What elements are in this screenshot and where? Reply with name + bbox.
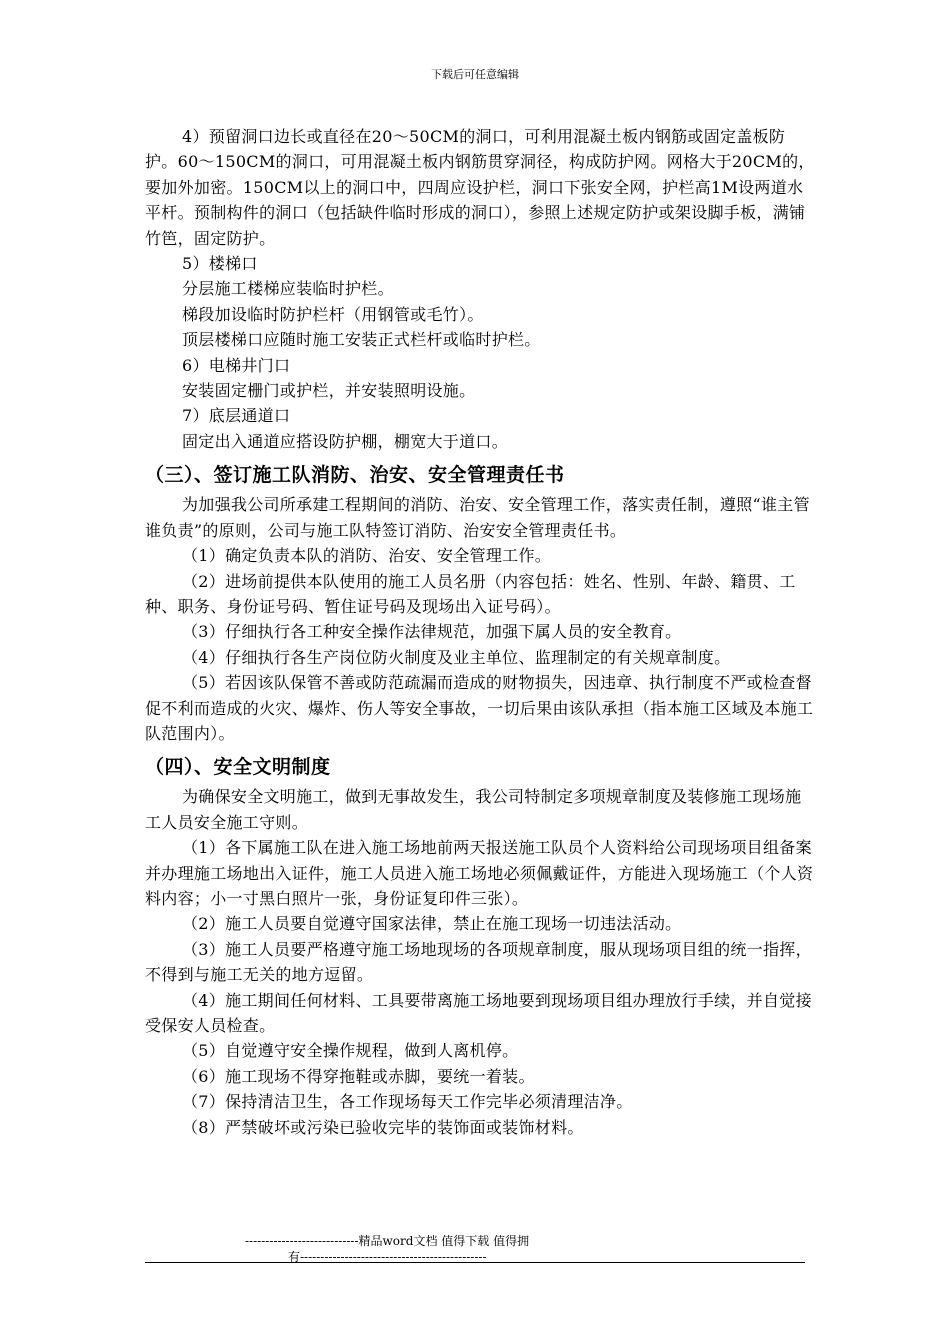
footer-divider (145, 1262, 805, 1263)
paragraph-passage: 固定出入通道应搭设防护棚，棚宽大于道口。 (182, 431, 509, 451)
list-item: （2）施工人员要自觉遵守国家法律，禁止在施工现场一切违法活动。 (182, 914, 682, 934)
paragraph-civilization-intro: 为确保安全文明施工，做到无事故发生，我公司特制定多项规章制度及装修施工现场施工人员安全施工守则。 (145, 787, 802, 832)
list-item: （3）仔细执行各工种安全操作法律规范，加强下属人员的安全教育。 (182, 622, 682, 642)
section-heading-3: （三）、签订施工队消防、治安、安全管理责任书 (145, 464, 565, 487)
section-heading-4: （四）、安全文明制度 (145, 756, 331, 779)
item-elevator-shaft: 6）电梯井门口 (182, 355, 291, 375)
list-item: （4）施工期间任何材料、工具要带离施工场地要到现场项目组办理放行手续，并自觉接受保安人员检查。 (145, 990, 812, 1035)
paragraph-elevator: 安装固定栅门或护栏，并安装照明设施。 (182, 381, 476, 401)
list-item: （5）自觉遵守安全操作规程，做到人离机停。 (182, 1041, 519, 1061)
list-item: （8）严禁破坏或污染已验收完毕的装饰面或装饰材料。 (182, 1117, 584, 1137)
paragraph-stair-1: 分层施工楼梯应装临时护栏。 (182, 279, 394, 299)
paragraph-stair-2: 梯段加设临时防护栏杆（用钢管或毛竹）。 (182, 304, 484, 324)
footer-text-line-1: ----------------------------精品word文档 值得下载 值得拥 (245, 1234, 530, 1248)
paragraph-stair-3: 顶层楼梯口应随时施工安装正式栏杆或临时护栏。 (182, 330, 541, 350)
page-header: 下载后可任意编辑 (431, 68, 519, 81)
list-item: （1）各下属施工队在进入施工场地前两天报送施工队员个人资料给公司现场项目组备案并办理施工场地出入证件，施工人员进入施工场地必须佩戴证件，方能进入现场施工（个人资料内容；小一寸黑白照片一张，身份证复印件三张）。 (145, 838, 814, 908)
list-item: （2）进场前提供本队使用的施工人员名册（内容包括：姓名、性别、年龄、籍贯、工种、职务、身份证号码、暂住证号码及现场出入证号码）。 (145, 571, 796, 616)
document-body (145, 124, 815, 1140)
list-item: （5）若因该队保管不善或防范疏漏而造成的财物损失，因违章、执行制度不严或检查督促不利而造成的火灾、爆炸、伤人等安全事故，一切后果由该队承担（指本施工区域及本施工队范围内）。 (145, 673, 814, 743)
list-item: （7）保持清洁卫生，各工作现场每天工作完毕必须清理洁净。 (182, 1092, 633, 1112)
list-item: （6）施工现场不得穿拖鞋或赤脚，要统一着装。 (182, 1066, 535, 1086)
footer-text-line-2: 有---------------------------------------------- (288, 1250, 487, 1264)
item-stair-opening: 5）楼梯口 (182, 254, 258, 274)
list-item: （4）仔细执行各生产岗位防火制度及业主单位、监理制定的有关规章制度。 (182, 647, 731, 667)
list-item: （1）确定负责本队的消防、治安、安全管理工作。 (182, 546, 552, 566)
paragraph-opening-size: 4）预留洞口边长或直径在20～50CM的洞口，可利用混凝土板内钢筋或固定盖板防护。60～150CM的洞口，可用混凝土板内钢筋贯穿洞径，构成防护网。网格大于20CM的，要加外加密。150CM以上的洞口中，四周应设护栏，洞口下张安全网，护栏高1M设两道水平杆。预制构件的洞口（包括缺件临时形成的洞口），参照上述规定防护或架设脚手板，满铺竹笆，固定防护。 (145, 127, 815, 248)
list-item: （3）施工人员要严格遵守施工场地现场的各项规章制度，服从现场项目组的统一指挥，不得到与施工无关的地方逗留。 (145, 939, 812, 985)
paragraph-responsibility-intro: 为加强我公司所承建工程期间的消防、治安、安全管理工作，落实责任制，遵照“谁主管谁负责”的原则，公司与施工队特签订消防、治安安全管理责任书。 (145, 495, 810, 540)
item-ground-passage: 7）底层通道口 (182, 406, 291, 426)
